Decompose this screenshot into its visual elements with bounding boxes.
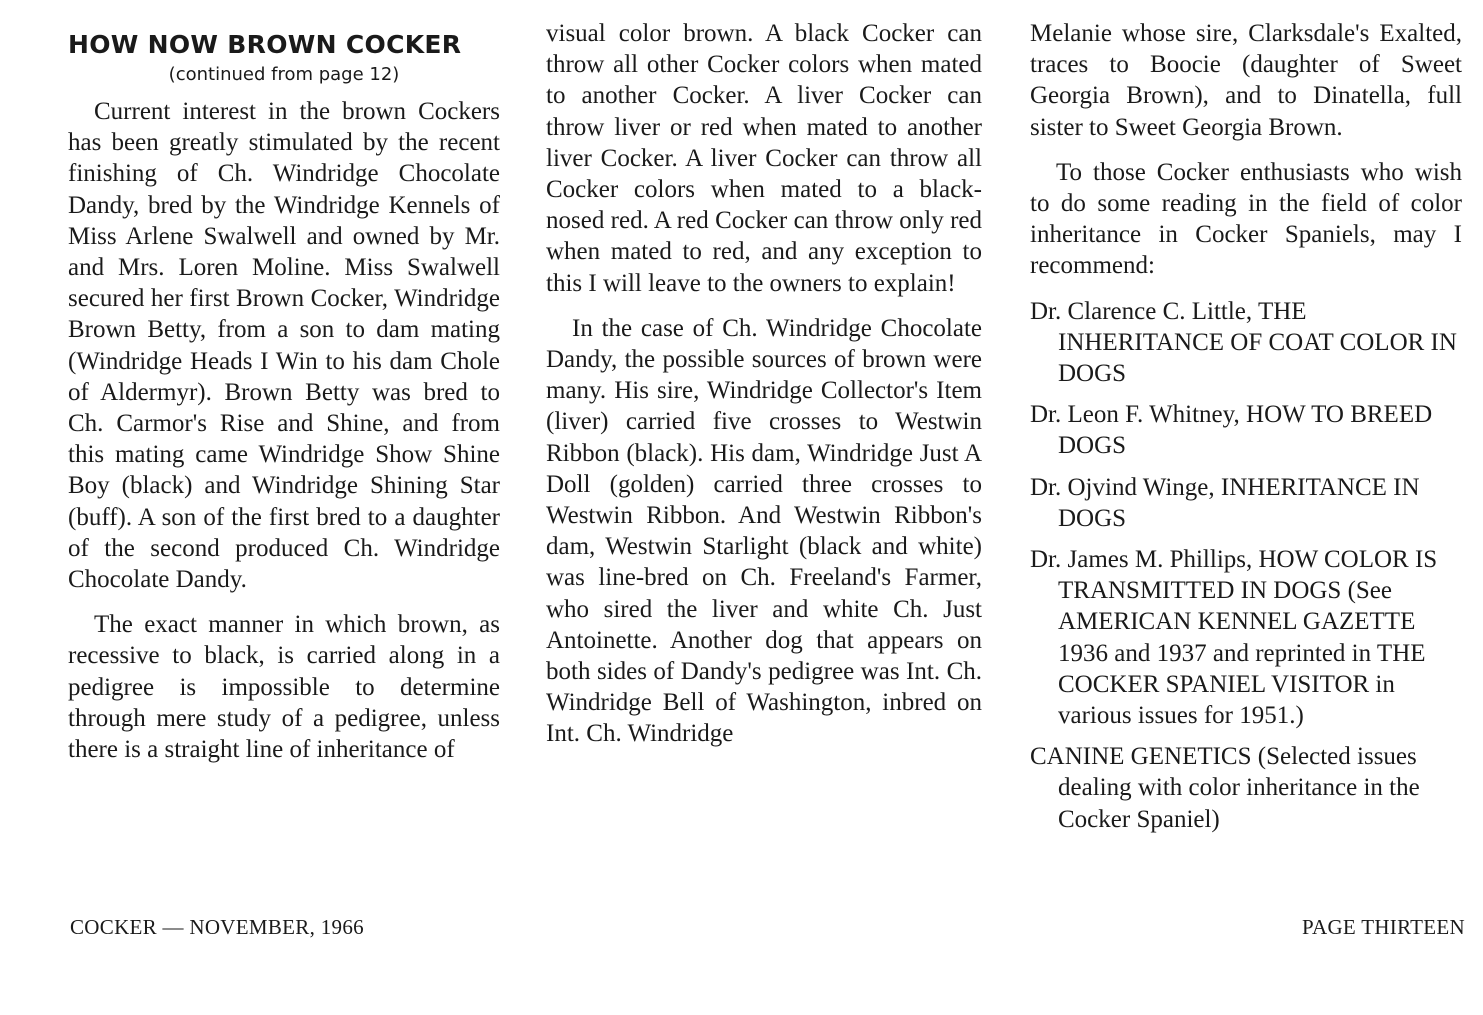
paragraph-color-throw: visual color brown. A black Cocker can throw all other Cocker colors when mated to another Cocker. A liver Cocker can throw liver or red when mated to another liver Cocker. A liver Cocker can throw all Cocker colors when mated to a black-nosed red. A red Cocker can throw only red when mated to red, and any exception to this I will leave to the owners to explain! <box>546 20 982 297</box>
article-column-1 <box>68 18 500 779</box>
article-title: HOW NOW BROWN COCKER <box>68 30 462 59</box>
article-column-2 <box>546 18 982 764</box>
paragraph-dandy-pedigree: In the case of Ch. Windridge Chocolate Dandy, the possible sources of brown were many. His sire, Windridge Collector's Item (liver) carried five crosses to Westwin Ribbon (black). His dam, Windridge Just A Doll (golden) carried three crosses to Westwin Ribbon. And Westwin Ribbon's dam, Westwin Starlight (black and white) was line-bred on Ch. Freeland's Farmer, who sired the liver and white Ch. Just Antoinette. Another dog that appears on both sides of Dandy's pedigree was Int. Ch. Windridge Bell of Washington, inbred on Int. Ch. Windridge <box>546 314 982 748</box>
reference-item: Dr. James M. Phillips, HOW COLOR IS TRANSMITTED IN DOGS (See AMERICAN KENNEL GAZETTE 1936 and 1937 and reprinted in THE COCKER SPANIEL VISITOR in various issues for 1951.) <box>1030 546 1438 730</box>
footer-page-number: PAGE THIRTEEN <box>1301 915 1465 939</box>
article-column-3 <box>1030 18 1462 845</box>
paragraph-recommend: To those Cocker enthusiasts who wish to do some reading in the field of color inheritance in Cocker Spaniels, may I recommend: <box>1030 158 1462 280</box>
paragraph-melanie: Melanie whose sire, Clarksdale's Exalted, traces to Boocie (daughter of Sweet Georgia Brown), and to Dinatella, full sister to Sweet Georgia Brown. <box>1030 20 1462 141</box>
continuation-note: (continued from page 12) <box>168 64 400 85</box>
reference-item: Dr. Clarence C. Little, THE INHERITANCE OF COAT COLOR IN DOGS <box>1030 297 1457 388</box>
reference-list <box>1030 296 1462 835</box>
paragraph-intro: Current interest in the brown Cockers has been greatly stimulated by the recent finishing of Ch. Windridge Chocolate Dandy, bred by the Windridge Kennels of Miss Arlene Swalwell and owned by Mr. and Mrs. Loren Moline. Miss Swalwell secured her first Brown Cocker, Windridge Brown Betty, from a son to dam mating (Windridge Heads I Win to his dam Chole of Aldermyr). Brown Betty was bred to Ch. Carmor's Rise and Shine, and from this mating came Windridge Show Shine Boy (black) and Windridge Shining Star (buff). A son of the first bred to a daughter of the second produced Ch. Windridge Chocolate Dandy. <box>68 98 500 594</box>
reference-item: Dr. Leon F. Whitney, HOW TO BREED DOGS <box>1030 401 1433 460</box>
reference-item: CANINE GENETICS (Selected issues dealing with color inheritance in the Cocker Spaniel) <box>1030 743 1420 833</box>
paragraph-exact-manner: The exact manner in which brown, as recessive to black, is carried along in a pedigree is impossible to determine through mere study of a pedigree, unless there is a straight line of inheritance of <box>68 611 500 764</box>
footer-publication: COCKER — NOVEMBER, 1966 <box>70 915 364 939</box>
reference-item: Dr. Ojvind Winge, INHERITANCE IN DOGS <box>1030 473 1420 532</box>
